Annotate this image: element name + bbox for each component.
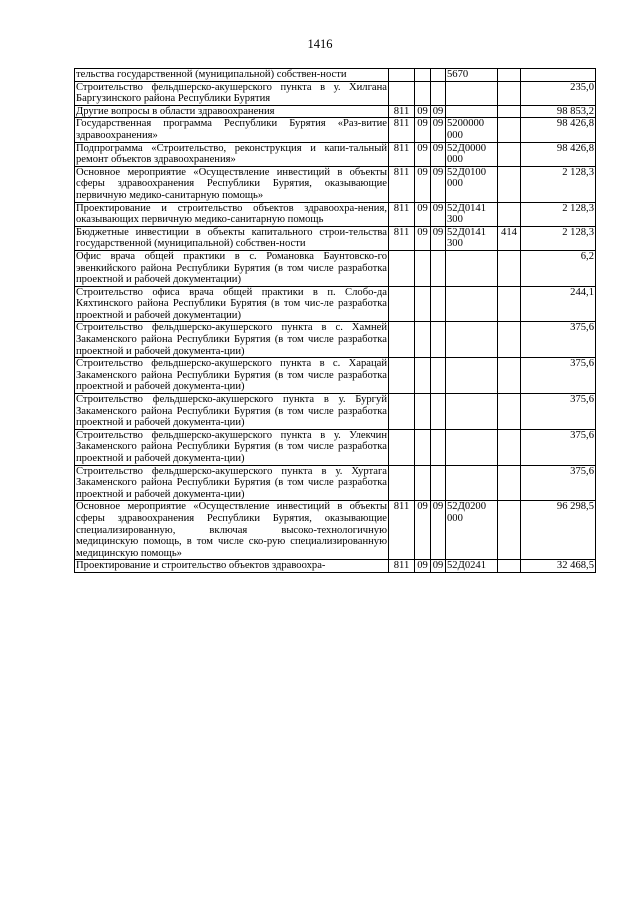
section-code-cell <box>415 394 431 430</box>
expense-type-cell <box>498 322 521 358</box>
subsection-code-cell: 09 <box>431 202 446 226</box>
target-article-cell <box>446 429 498 465</box>
budget-table <box>74 68 596 573</box>
amount-cell: 375,6 <box>521 465 596 501</box>
ministry-code-cell: 811 <box>389 142 415 166</box>
ministry-code-cell <box>389 322 415 358</box>
table-row <box>75 69 596 82</box>
table-row <box>75 358 596 394</box>
ministry-code-cell: 811 <box>389 105 415 118</box>
table-row <box>75 81 596 105</box>
section-code-cell: 09 <box>415 560 431 573</box>
amount-cell: 2 128,3 <box>521 202 596 226</box>
section-code-cell: 09 <box>415 226 431 250</box>
amount-cell: 96 298,5 <box>521 501 596 560</box>
amount-cell: 375,6 <box>521 429 596 465</box>
expense-type-cell <box>498 105 521 118</box>
subsection-code-cell <box>431 286 446 322</box>
subsection-code-cell: 09 <box>431 166 446 202</box>
target-article-cell <box>446 465 498 501</box>
target-article-cell <box>446 286 498 322</box>
amount-cell: 375,6 <box>521 358 596 394</box>
expense-type-cell <box>498 69 521 82</box>
section-code-cell: 09 <box>415 105 431 118</box>
section-code-cell <box>415 358 431 394</box>
row-name-cell: тельства государственной (муниципальной) собствен-ности <box>75 69 389 82</box>
ministry-code-cell: 811 <box>389 166 415 202</box>
section-code-cell <box>415 69 431 82</box>
expense-type-cell <box>498 394 521 430</box>
target-article-cell: 52Д0141 300 <box>446 202 498 226</box>
target-article-cell <box>446 358 498 394</box>
section-code-cell <box>415 465 431 501</box>
target-article-cell: 52Д0100 000 <box>446 166 498 202</box>
row-name-cell: Основное мероприятие «Осуществление инвестиций в объекты сферы здравоохранения Республики Бурятия, оказывающие специализированную, включая высоко-технологичную медицинскую помощь, в том числе ско-рую специализированную медицинскую помощь» <box>76 501 387 559</box>
row-name-cell: Строительство фельдшерско-акушерского пункта в с. Хамней Закаменского района Республики Бурятия (в том числе разработка проектной и рабочей документа-ции) <box>76 322 387 357</box>
target-article-cell <box>446 81 498 105</box>
subsection-code-cell: 09 <box>431 501 446 560</box>
amount-cell: 98 426,8 <box>521 142 596 166</box>
target-article-cell <box>446 105 498 118</box>
expense-type-cell <box>498 202 521 226</box>
subsection-code-cell: 09 <box>431 560 446 573</box>
amount-cell: 244,1 <box>521 286 596 322</box>
section-code-cell: 09 <box>415 501 431 560</box>
table-row <box>75 202 596 226</box>
amount-cell: 375,6 <box>521 394 596 430</box>
row-name-cell: Подпрограмма «Строительство, реконструкция и капи-тальный ремонт объектов здравоохранения» <box>76 142 387 166</box>
row-name-cell: Строительство фельдшерско-акушерского пункта в с. Харацай Закаменского района Республики Бурятия (в том числе разработка проектной и рабочей документа-ции) <box>76 358 387 393</box>
expense-type-cell <box>498 429 521 465</box>
ministry-code-cell: 811 <box>389 202 415 226</box>
row-name-cell: Строительство офиса врача общей практики в п. Слобо-да Кяхтинского района Республики Бурятия (в том чис-ле разработка проектной и рабочей документации) <box>76 286 387 321</box>
subsection-code-cell: 09 <box>431 118 446 142</box>
row-name-cell: Другие вопросы в области здравоохранения <box>75 105 389 118</box>
ministry-code-cell <box>389 286 415 322</box>
row-name-cell: Основное мероприятие «Осуществление инвестиций в объекты сферы здравоохранения Республики Бурятия, оказывающие первичную медико-санитарную помощь» <box>76 166 387 201</box>
table-row <box>75 465 596 501</box>
amount-cell: 6,2 <box>521 250 596 286</box>
expense-type-cell <box>498 501 521 560</box>
row-name-cell: Строительство фельдшерско-акушерского пункта в у. Улекчин Закаменского района Республики Бурятия (в том числе разработка проектной и рабочей документа-ции) <box>76 429 387 464</box>
ministry-code-cell: 811 <box>389 226 415 250</box>
amount-cell: 375,6 <box>521 322 596 358</box>
subsection-code-cell <box>431 69 446 82</box>
subsection-code-cell <box>431 394 446 430</box>
expense-type-cell <box>498 166 521 202</box>
row-name-cell: Строительство фельдшерско-акушерского пункта в у. Хуртага Закаменского района Республики Бурятия (в том числе разработка проектной и рабочей документа-ции) <box>76 465 387 500</box>
table-row <box>75 286 596 322</box>
target-article-cell <box>446 250 498 286</box>
subsection-code-cell <box>431 465 446 501</box>
expense-type-cell <box>498 465 521 501</box>
row-name-cell: Проектирование и строительство объектов здравоохра-нения, оказывающих первичную медико-санитарную помощь <box>76 202 387 226</box>
subsection-code-cell <box>431 358 446 394</box>
target-article-cell: 52Д0141 300 <box>446 226 498 250</box>
ministry-code-cell <box>389 69 415 82</box>
ministry-code-cell: 811 <box>389 118 415 142</box>
expense-type-cell <box>498 118 521 142</box>
subsection-code-cell: 09 <box>431 226 446 250</box>
ministry-code-cell: 811 <box>389 560 415 573</box>
ministry-code-cell: 811 <box>389 501 415 560</box>
table-row <box>75 118 596 142</box>
budget-table-body <box>75 69 596 573</box>
table-row <box>75 250 596 286</box>
row-name-cell: Офис врача общей практики в с. Романовка Баунтовско-го эвенкийского района Республики Бурятия (в том числе разработка проектной и рабочей документации) <box>76 250 387 286</box>
target-article-cell: 5670 <box>446 69 498 82</box>
section-code-cell: 09 <box>415 202 431 226</box>
amount-cell: 2 128,3 <box>521 226 596 250</box>
ministry-code-cell <box>389 250 415 286</box>
expense-type-cell: 414 <box>498 226 521 250</box>
section-code-cell <box>415 322 431 358</box>
ministry-code-cell <box>389 358 415 394</box>
table-row <box>75 142 596 166</box>
table-row <box>75 105 596 118</box>
amount-cell: 235,0 <box>521 81 596 105</box>
expense-type-cell <box>498 358 521 394</box>
section-code-cell <box>415 429 431 465</box>
expense-type-cell <box>498 286 521 322</box>
table-row <box>75 166 596 202</box>
ministry-code-cell <box>389 394 415 430</box>
target-article-cell: 52Д0200 000 <box>446 501 498 560</box>
amount-cell: 98 426,8 <box>521 118 596 142</box>
subsection-code-cell: 09 <box>431 142 446 166</box>
page-number: 1416 <box>307 37 333 51</box>
subsection-code-cell <box>431 429 446 465</box>
expense-type-cell <box>498 250 521 286</box>
amount-cell: 98 853,2 <box>521 105 596 118</box>
target-article-cell <box>446 394 498 430</box>
table-row <box>75 394 596 430</box>
expense-type-cell <box>498 142 521 166</box>
table-row <box>75 322 596 358</box>
subsection-code-cell <box>431 81 446 105</box>
section-code-cell <box>415 250 431 286</box>
section-code-cell: 09 <box>415 118 431 142</box>
target-article-cell: 5200000 000 <box>446 118 498 142</box>
target-article-cell <box>446 322 498 358</box>
amount-cell <box>521 69 596 82</box>
row-name-cell: Строительство фельдшерско-акушерского пункта в у. Бургуй Закаменского района Республики Бурятия (в том числе разработка проектной и рабочей документа-ции) <box>76 394 387 429</box>
expense-type-cell <box>498 81 521 105</box>
ministry-code-cell <box>389 81 415 105</box>
amount-cell: 32 468,5 <box>521 560 596 573</box>
subsection-code-cell: 09 <box>431 105 446 118</box>
expense-type-cell <box>498 560 521 573</box>
section-code-cell <box>415 286 431 322</box>
target-article-cell: 52Д0241 <box>446 560 498 573</box>
row-name-cell: Государственная программа Республики Бурятия «Раз-витие здравоохранения» <box>76 118 387 141</box>
table-row <box>75 429 596 465</box>
subsection-code-cell <box>431 322 446 358</box>
subsection-code-cell <box>431 250 446 286</box>
table-row <box>75 501 596 560</box>
row-name-cell: Проектирование и строительство объектов здравоохра- <box>75 560 389 573</box>
ministry-code-cell <box>389 429 415 465</box>
row-name-cell: Строительство фельдшерско-акушерского пункта в у. Хилгана Баргузинского района Республики Бурятия <box>76 81 387 105</box>
amount-cell: 2 128,3 <box>521 166 596 202</box>
table-row <box>75 226 596 250</box>
section-code-cell: 09 <box>415 142 431 166</box>
ministry-code-cell <box>389 465 415 501</box>
row-name-cell: Бюджетные инвестиции в объекты капитального строи-тельства государственной (муниципальной) собствен-ности <box>76 226 387 250</box>
section-code-cell <box>415 81 431 105</box>
section-code-cell: 09 <box>415 166 431 202</box>
table-row <box>75 560 596 573</box>
target-article-cell: 52Д0000 000 <box>446 142 498 166</box>
